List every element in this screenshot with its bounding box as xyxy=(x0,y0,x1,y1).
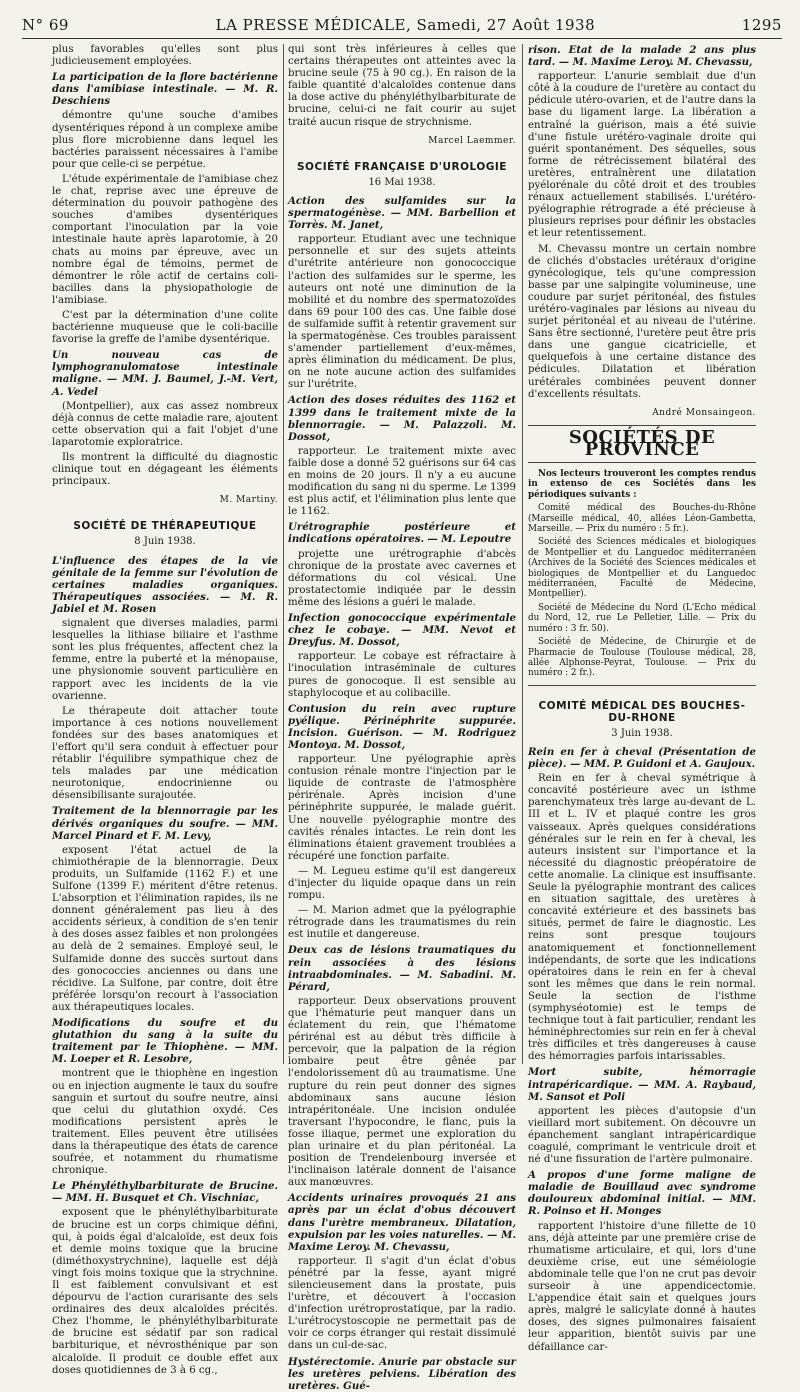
article-heading: Un nouveau cas de lymphogranulomatose intestinale maligne. — MM. J. Baumel, J.-M. Vert, A. Vedel xyxy=(52,349,278,398)
section-rule xyxy=(528,425,756,426)
article-heading: Infection gonococcique expérimentale chez le cobaye. — MM. Nevot et Dreyfus. M. Dossot, xyxy=(288,612,516,649)
paragraph: apportent les pièces d'autopsie d'un vieillard mort subitement. On découvre un épanchement sanglant intrapéricardique coagulé, comprimant le ventricule droit et né d'une fissuration de l'artère pulmonaire. xyxy=(528,1105,756,1166)
page-number: 1295 xyxy=(741,16,782,34)
major-section-title: SOCIÉTÉS DE PROVINCE xyxy=(568,426,716,460)
journal-title: LA PRESSE MÉDICALE, Samedi, 27 Août 1938 xyxy=(215,16,596,34)
article-heading: La participation de la flore bactérienne dans l'amibiase intestinale. — M. R. Deschiens xyxy=(52,71,278,108)
section-title: SOCIÉTÉ FRANÇAISE D'UROLOGIE xyxy=(297,160,507,173)
column-1 xyxy=(52,44,278,1376)
paragraph: rapportent l'histoire d'une fillette de 10 ans, déjà atteinte par une première crise de rhumatisme articulaire, et qui, lors d'une deuxième crise, eut une séméiologie abdominale telle que l'on ne crut pas devoir surseoir à une appendicectomie. L'appendice était sain et quelques jours après, malgré le salicylate donné à hautes doses, des signes pulmonaires faisaient leur apparition, bientôt suivis par une défaillance car- xyxy=(528,1220,756,1353)
column-divider xyxy=(522,44,523,1064)
paragraph: rapporteur. Le cobaye est réfractaire à l'inoculation intraséminale de cultures pures de gonocoque. Il est sensible au staphylocoque et au colibacille. xyxy=(288,651,516,699)
article-heading: Urétrographie postérieure et indications opératoires. — M. Lepoutre xyxy=(288,521,516,546)
paragraph: (Montpellier), aux cas assez nombreux déjà connus de cette maladie rare, ajoutent cette observation qui a fait l'objet d'une laparotomie exploratrice. xyxy=(52,400,278,448)
section-title: COMITÉ MÉDICAL DES BOUCHES-DU-RHONE xyxy=(538,699,746,724)
section-rule xyxy=(528,462,756,463)
note: Comité médical des Bouches-du-Rhône (Marseille médical, 40, allées Léon-Gambetta, Marseille. — Prix du numéro : 5 fr.). xyxy=(528,503,756,535)
article-heading: Traitement de la blennorragie par les dérivés organiques du soufre. — MM. Marcel Pinard et F. M. Levy, xyxy=(52,805,278,842)
paragraph: rapporteur. Une pyélographie après contusion rénale montre l'injection par le liquide de contraste de l'atmosphère périrénale. Après incision d'une périnéphrite suppurée, le malade guérit. Une nouvelle pyélographie montre des cavités rénales intactes. Le rein dont les éliminations étaient gravement troublées a récupéré une fonction parfaite. xyxy=(288,754,516,862)
paragraph: plus favorables qu'elles sont plus judicieusement employées. xyxy=(52,44,278,68)
signature: André Monsaingeon. xyxy=(652,407,756,418)
paragraph: L'étude expérimentale de l'amibiase chez le chat, reprise avec une épreuve de détermination du pouvoir pathogène des souches d'amibes dysentériques comportant l'inoculation par la voie intestinale haute après laparotomie, à 20 chats au moins par épreuve, avec un nombre égal de témoins, permet de démontrer le rôle actif de certains coli-bacilles dans la physiopathologie de l'amibiase. xyxy=(52,173,278,306)
paragraph: exposent que le phényléthylbarbiturate de brucine est un corps chimique défini, qui, à poids égal d'alcaloïde, est deux fois et demie moins toxique que la brucine (diméthoxystrychnine), laquelle est déjà vingt fois moins toxique que la strychnine. Il est faiblement convulsivant et est dépourvu de l'action curarisante des sels ordinaires des deux alcaloïdes précités. Chez l'homme, le phényléthylbarbiturate de brucine est sédatif par son radical barbiturique, et névrosthénique par son alcaloïde. Il produit ce double effet aux doses quotidiennes de 3 à 6 cg., xyxy=(52,1207,278,1376)
paragraph: C'est par la détermination d'une colite bactérienne muqueuse que le coli-bacille favorise la greffe de l'amibe dysentérique. xyxy=(52,309,278,346)
article-heading: A propos d'une forme maligne de maladie de Bouillaud avec syndrome douloureux abdominal initial. — MM. R. Poinso et H. Monges xyxy=(528,1169,756,1218)
article-heading: Rein en fer à cheval (Présentation de pièce). — MM. P. Guidoni et A. Gaujoux. xyxy=(528,746,756,771)
page-header xyxy=(22,14,782,36)
article-heading: rison. Etat de la malade 2 ans plus tard. — M. Maxime Leroy. M. Chevassu, xyxy=(528,44,756,69)
paragraph: exposent l'état actuel de la chimiothérapie de la blennorragie. Deux produits, un Sulfamide (1162 F.) et une Sulfone (1399 F.) méritent d'être retenus. L'absorption et l'élimination rapides, ils ne donnent généralement pas lieu à des accidents sérieux, à condition de s'en tenir à des doses assez faibles et non prolongées au delà de 2 semaines. Employé seul, le Sulfamide donne des succès surtout dans des gonococcies anciennes ou dans une récidive. La Sulfone, par contre, doit être préférée lorsqu'on recourt à l'association aux thérapeutiques locales. xyxy=(52,844,278,1013)
article-heading: Contusion du rein avec rupture pyélique. Périnéphrite suppurée. Incision. Guérison. — M. Rodriguez Montoya. M. Dossot, xyxy=(288,702,516,751)
note: Société de Médecine du Nord (L'Echo médical du Nord, 12, rue Le Pelletier, Lille. — Prix du numéro : 3 fr. 50). xyxy=(528,602,756,634)
article-heading: Mort subite, hémorragie intrapéricardique. — MM. A. Raybaud, M. Sansot et Poli xyxy=(528,1066,756,1103)
note: Société de Médecine, de Chirurgie et de Pharmacie de Toulouse (Toulouse médical, 28, allée Alphonse-Peyrat, Toulouse. — Prix du numéro : 2 fr.). xyxy=(528,637,756,679)
signature: Marcel Laemmer. xyxy=(428,135,516,146)
paragraph: rapporteur. Il s'agit d'un éclat d'obus pénétré par la fesse, ayant migré silencieusement dans la prostate, puis l'urètre, et découvert à l'occasion d'infection urétroprostatique, par la radio. L'urétrocystoscopie ne permettait pas de voir ce corps étranger qui restait dissimulé dans un cul-de-sac. xyxy=(288,1255,516,1352)
section-rule xyxy=(528,685,756,686)
column-divider xyxy=(283,44,284,1064)
article-heading: Action des sulfamides sur la spermatogénèse. — MM. Barbellion et Torrès. M. Janet, xyxy=(288,194,516,232)
paragraph: signalent que diverses maladies, parmi lesquelles la lithiase biliaire et l'asthme sont les plus fréquentes, affectent chez la femme, entre la puberté et la ménopause, une physionomie souvent particulière en rapport avec les incidents de la vie ovarienne. xyxy=(52,618,278,702)
issue-number: N° 69 xyxy=(22,16,69,34)
header-rule xyxy=(22,38,782,39)
section-date: 16 Mai 1938. xyxy=(368,176,436,188)
article-heading: Accidents urinaires provoqués 21 ans après par un éclat d'obus découvert dans l'urètre membraneux. Dilatation, expulsion par les voies naturelles. — M. Maxime Leroy. M. Chevassu, xyxy=(288,1192,516,1253)
paragraph: rapporteur. Deux observations prouvent que l'hématurie peut manquer dans un éclatement du rein, que l'hématome périrénal est au début très difficile à percevoir, que la palpation de la région lombaire peut être gênée par l'endolorissement dû au traumatisme. Une rupture du rein peut donner des signes abdominaux sans aucune lésion intrapéritonéale. Une incision ondulée traversant l'hypocondre, le flanc, puis la fosse iliaque, permet une exploration du plan urinaire et du plan péritonéal. La position de Trendelenbourg inversée et l'inclinaison latérale donnent de l'aisance aux manœuvres. xyxy=(288,995,516,1189)
paragraph: rapporteur. Etudiant avec une technique personnelle et sur des sujets atteints d'urétrite antérieure non gonococcique l'action des sulfamides sur le sperme, les auteurs ont noté une diminution de la mobilité et du nombre des spermatozoïdes dans 69 pour 100 des cas. Une faible dose de sulfamide suffit à retentir gravement sur la spermatogénèse. Ces troubles paraissent s'amender partiellement d'eux-mêmes, après élimination du médicament. De plus, on ne note aucune action des sulfamides sur l'urétrite. xyxy=(288,234,516,391)
paragraph: projette une urétrographie d'abcès chronique de la prostate avec cavernes et déformations du col vésical. Une prostatectomie indiquée par le dessin même des lésions a guéri le malade. xyxy=(288,548,516,608)
section-date: 8 Juin 1938. xyxy=(134,536,196,548)
article-heading: Modifications du soufre et du glutathion du sang à la suite du traitement par le Thiophène. — MM. M. Loeper et R. Lesobre, xyxy=(52,1017,278,1066)
paragraph: rapporteur. Le traitement mixte avec faible dose a donné 52 guérisons sur 64 cas en moins de 20 jours. Il n'y a eu aucune modification du sang ni du sperme. Le 1399 est plus actif, et l'élimination plus lente que le 1162. xyxy=(288,445,516,518)
signature: M. Martiny. xyxy=(219,495,278,506)
paragraph: rapporteur. L'anurie semblait due d'un côté à la coudure de l'uretère au contact du pédicule utéro-ovarien, et de l'autre dans la base du ligament large. La libération a entraîné la guérison, mais a été suivie d'une fistule urétéro-vaginale droite qui guérit spontanément. Des séquelles, sous forme de rétrécissement bilatéral des uretères, entraînèrent une dilatation pyélorénale du côté droit et des troubles rénaux actuellement stabilisés. L'urétéro-pyélographie rétrograde a été précieuse à plusieurs reprises pour définir les obstacles et leur retentissement. xyxy=(528,71,756,240)
article-heading: Action des doses réduites des 1162 et 1399 dans le traitement mixte de la blennorragie. — M. Palazzoli. M. Dossot, xyxy=(288,394,516,443)
paragraph: Ils montrent la difficulté du diagnostic clinique tout en dégageant les éléments principaux. xyxy=(52,452,278,488)
paragraph: — M. Marion admet que la pyélographie rétrograde dans les traumatismes du rein est inutile et dangereuse. xyxy=(288,905,516,941)
note: Nos lecteurs trouveront les comptes rendus in extenso de ces Sociétés dans les périodiques suivants : xyxy=(528,469,756,500)
article-heading: Hystérectomie. Anurie par obstacle sur les uretères pelviens. Libération des uretères. Gué- xyxy=(288,1355,516,1392)
article-heading: Deux cas de lésions traumatiques du rein associées à des lésions intraabdominales. — M. Sabadini. M. Pérard, xyxy=(288,944,516,993)
paragraph: démontre qu'une souche d'amibes dysentériques répond à un complexe amibe plus flore microbienne dans lequel les bactéries paraissent nécessaires à l'amibe pour que celle-ci se perpétue. xyxy=(52,110,278,170)
paragraph: Rein en fer à cheval symétrique à concavité postérieure avec un isthme parenchymateux très large au-devant de L. III et L. IV et plaqué contre les gros vaisseaux. Après quelques considérations générales sur le rein en fer à cheval, les auteurs insistent sur l'importance et la nécessité du diagnostic préopératoire de cette anomalie. La clinique est insuffisante. Seule la pyélographie montrant des calices en situation sagittale, des uretères à concavité extérieure et des bassinets bas situés, permet de faire le diagnostic. Les reins sont presque toujours anatomiquement et fonctionnellement indépendants, de sorte que les indications opératoires dans le rein en fer à cheval sont les mêmes que dans le rein normal. Seule la section de l'isthme (symphyséotomie) est le temps de technique tout à fait particulier, rendant les héminéphrectomies sur rein en fer à cheval très difficiles et très dangereuses à cause des hémorragies parfois intarissables. xyxy=(528,773,756,1063)
section-title: SOCIÉTÉ DE THÉRAPEUTIQUE xyxy=(73,520,257,533)
article-heading: Le Phényléthylbarbiturate de Brucine. — MM. H. Busquet et Ch. Vischniac, xyxy=(52,1180,278,1205)
paragraph: Le thérapeute doit attacher toute importance à ces notions nouvellement fondées sur des bases anatomiques et l'effort qu'il sera conduit à effectuer pour rétablir l'équilibre sympathique chez de tels malades par une médication neurotonique, endocrinienne ou désensibilisante surajoutée. xyxy=(52,705,278,802)
paragraph: montrent que le thiophène en ingestion ou en injection augmente le taux du soufre sanguin et surtout du soufre neutre, ainsi que celui du glutathion oxydé. Ces modifications persistent après le traitement. Elles peuvent être utilisées dans la thérapeutique des états de carence soufrée, et notamment du rhumatisme chronique. xyxy=(52,1068,278,1177)
column-2 xyxy=(288,44,516,1392)
article-heading: L'influence des étapes de la vie génitale de la femme sur l'évolution de certaines maladies organiques. Thérapeutiques associées. — M. R. Jabiel et M. Rosen xyxy=(52,554,278,615)
paragraph: M. Chevassu montre un certain nombre de clichés d'obstacles urétéraux d'origine gynécologique, tels qu'une compression basse par une salpingite volumineuse, une coudure par surjet péritonéal, des fistules urétéro-vaginales par lésions au niveau du surjet péritonéal et au niveau de l'utérine. Sans être sectionné, l'uretère peut être pris dans une gangue cicatricielle, et quelquefois à une certaine distance des pédicules. Dilatation et libération urétérales combinées peuvent donner d'excellents résultats. xyxy=(528,243,756,400)
paragraph: — M. Legueu estime qu'il est dangereux d'injecter du liquide opaque dans un rein rompu. xyxy=(288,865,516,902)
paragraph: qui sont très inférieures à celles que certains thérapeutes ont atteintes avec la brucine seule (75 à 90 cg.). En raison de la faible quantité d'alcaloïdes contenue dans la dose active du phényléthylbarbiturate de brucine, celui-ci ne fait courir au sujet traité aucun risque de strychnisme. xyxy=(288,44,516,128)
section-date: 3 Juin 1938. xyxy=(611,727,673,739)
note: Société des Sciences médicales et biologiques de Montpellier et du Languedoc méditerranéen (Archives de la Société des Sciences médicales et biologiques de Montpellier et du Languedoc méditerranéen, Faculté de Médecine, Montpellier). xyxy=(528,537,756,600)
column-3 xyxy=(528,44,756,1353)
